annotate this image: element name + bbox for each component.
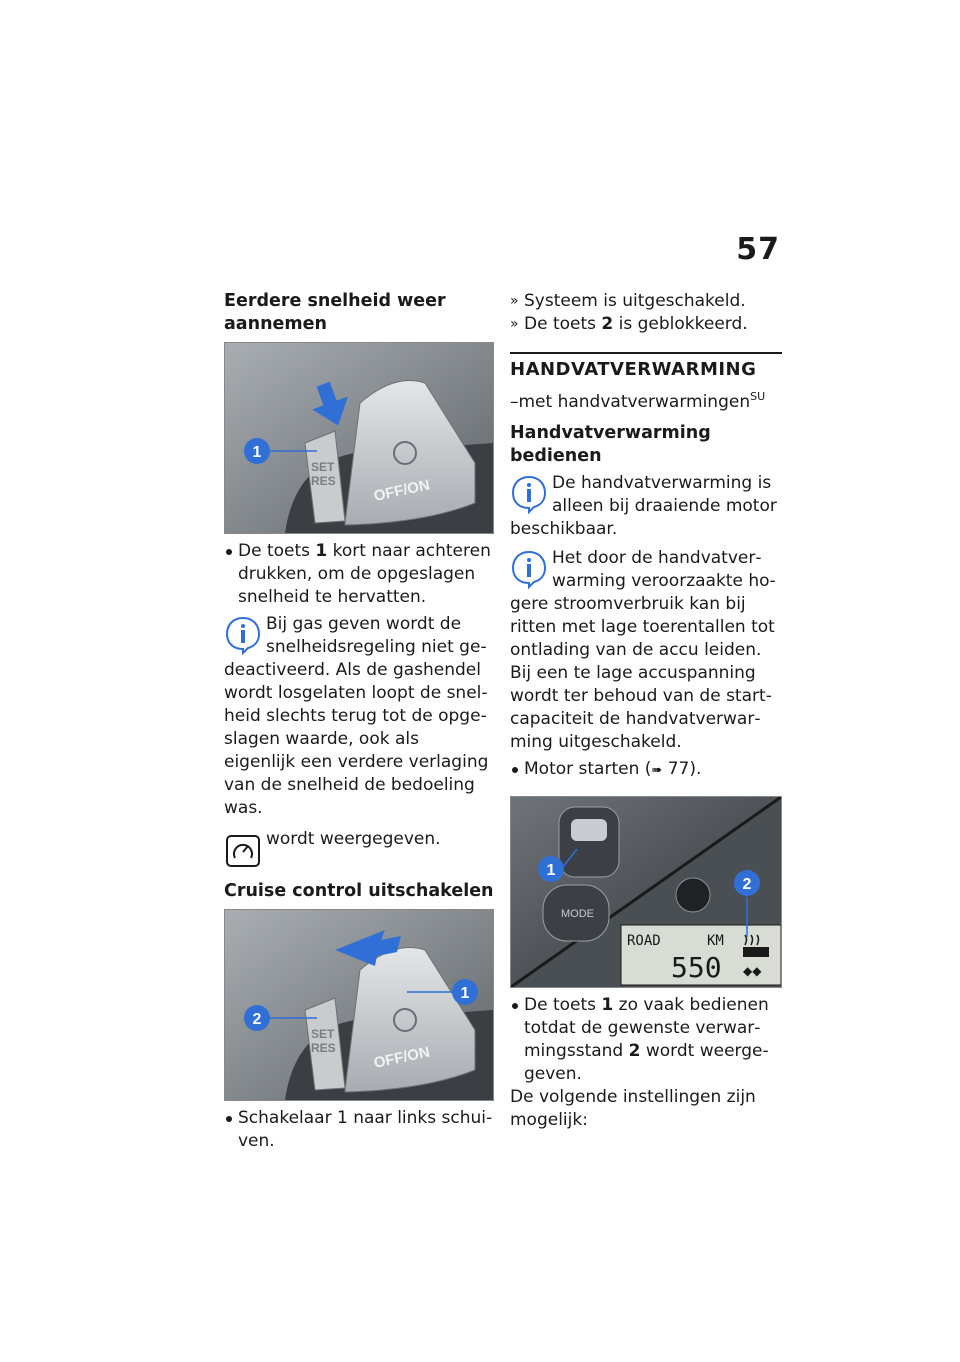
- step-resume: De toets 1 kort naar achteren drukken, om de opgeslagen snelheid te hervatten.: [224, 540, 494, 609]
- info-note-engine: [510, 472, 782, 541]
- info-note-text: De handvatverwarming is alleen bij draaiende motor beschikbaar.: [510, 473, 777, 539]
- callout-number-2: 2: [252, 1011, 262, 1028]
- set-label: SET: [311, 1027, 335, 1041]
- right-column: [510, 290, 782, 1132]
- figure-grip-heating: [510, 796, 782, 988]
- section-heading-grip-heating: Handvatverwarming bedienen: [510, 423, 711, 466]
- indicator-note: [224, 828, 494, 870]
- off-on-label: OFF/ON: [372, 476, 432, 505]
- step-start-engine: Motor starten (➠ 77).: [510, 758, 782, 782]
- figure-cruise-off: [224, 909, 494, 1101]
- result-marker-icon: »: [510, 316, 519, 332]
- off-on-label: OFF/ON: [372, 1043, 432, 1072]
- info-note-text: Bij gas geven wordt de snelheidsregeling niet gedeactiveerd. Als de gashendel wordt losgelaten loopt de snelheid slechts terug tot de opgeslagen waarde, ook als eigenlijk een verdere verlaging van de snelheid de bedoeling was.: [224, 614, 489, 818]
- res-label: RES: [311, 1041, 336, 1055]
- page-reference-arrow-icon: ➠: [651, 763, 663, 778]
- result-button-blocked: » De toets 2 is geblokkeerd.: [510, 314, 748, 334]
- info-note-text: Het door de handvatverwarming veroorzaakte hogere stroomverbruik kan bij ritten met lage toerentallen tot ontlading van de accu leiden. Bij een te lage accuspanning wordt ter behoud van de startcapaciteit de handvatverwarming uitgeschakeld.: [510, 548, 776, 752]
- handlebar-display-illustration: [511, 797, 781, 987]
- callout-number-2: 2: [742, 876, 752, 893]
- display-mode-road: ROAD: [627, 933, 661, 949]
- info-note-battery: [510, 547, 782, 754]
- info-icon: [510, 549, 548, 589]
- step-select-level: De toets 1 zo vaak bedienen totdat de gewenste verwarmingsstand 2 wordt weergegeven.: [510, 994, 782, 1086]
- switch-illustration-2: [225, 910, 493, 1100]
- indicator-text: wordt weergegeven.: [266, 829, 441, 849]
- chapter-heading: HANDVATVERWARMING: [510, 352, 782, 381]
- left-column: [224, 290, 494, 1153]
- display-unit-km: KM: [707, 933, 724, 949]
- figure-resume-speed: [224, 342, 494, 534]
- callout-number: 1: [252, 444, 262, 461]
- callout-number-1: 1: [460, 985, 470, 1002]
- display-value: 550: [671, 951, 722, 984]
- page-number: 57: [736, 232, 780, 267]
- switch-illustration: [225, 343, 493, 533]
- info-icon: [224, 615, 262, 655]
- info-icon: [510, 474, 548, 514]
- equipment-note: –met handvatverwarmingen$^{SU}$: [510, 390, 766, 412]
- result-marker-icon: »: [510, 293, 519, 309]
- cruise-control-indicator-icon: [224, 830, 262, 870]
- svg-text:◆◆: ◆◆: [743, 964, 762, 978]
- step-slide-switch: Schakelaar 1 naar links schuiven.: [224, 1107, 494, 1153]
- res-label: RES: [311, 474, 336, 488]
- callout-number-1: 1: [546, 862, 556, 879]
- result-system-off: » Systeem is uitgeschakeld.: [510, 291, 746, 311]
- section-heading-cruise-off: Cruise control uitschakelen: [224, 881, 494, 901]
- info-note-throttle: [224, 613, 494, 820]
- mode-button-label: MODE: [561, 908, 594, 920]
- section-heading-resume: Eerdere snelheid weer aannemen: [224, 291, 446, 334]
- closing-text: De volgende instellingen zijn mogelijk:: [510, 1087, 756, 1130]
- set-label: SET: [311, 460, 335, 474]
